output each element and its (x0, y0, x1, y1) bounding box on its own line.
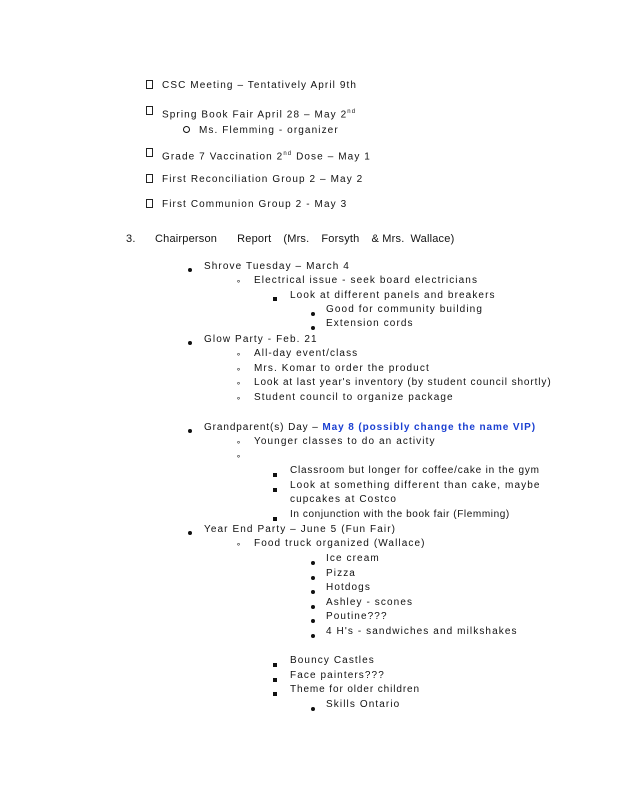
agenda-subitem-flemming: Ms. Flemming - organizer (199, 125, 339, 136)
grand-title-highlight: May 8 (possibly change the name VIP) (322, 422, 536, 433)
food-item: Ice cream (326, 553, 380, 564)
yearend-more-item: Bouncy Castles (290, 655, 375, 666)
glow-item: Look at last year's inventory (by student council shortly) (254, 377, 552, 388)
food-item: Poutine??? (326, 611, 388, 622)
food-item: Ashley - scones (326, 597, 414, 608)
dash-bullet-icon: ∘ (236, 452, 242, 461)
dot-bullet-icon (311, 586, 315, 598)
dot-bullet-icon (311, 630, 315, 642)
yearend-more-item: Theme for older children (290, 684, 420, 695)
theme-item: Skills Ontario (326, 699, 401, 710)
dash-bullet-icon: ∘ (236, 379, 242, 388)
square-bullet-icon (273, 674, 277, 686)
food-item: Pizza (326, 568, 356, 579)
square-bullet-icon (273, 484, 277, 496)
dot-bullet-icon (311, 615, 315, 627)
grand-subitem: Classroom but longer for coffee/cake in the gym (290, 465, 540, 476)
checkbox-bullet-icon (146, 174, 153, 187)
checkbox-bullet-icon (146, 148, 153, 161)
grand-title-text: Grandparent(s) Day – (204, 422, 323, 433)
checkbox-bullet-icon (146, 106, 153, 119)
dot-bullet-icon (311, 572, 315, 584)
shrove-sub: Electrical issue - seek board electricians (254, 275, 479, 286)
grand-subitem: Look at something different than cake, maybe (290, 480, 541, 491)
dash-bullet-icon: ∘ (236, 438, 242, 447)
yearend-sub: Food truck organized (Wallace) (254, 538, 426, 549)
dot-bullet-icon (188, 527, 192, 539)
glow-item: Student council to organize package (254, 392, 454, 403)
section-heading (126, 233, 454, 245)
dot-bullet-icon (188, 264, 192, 276)
dash-bullet-icon: ∘ (236, 394, 242, 403)
superscript: nd (347, 109, 357, 115)
dot-bullet-icon (311, 322, 315, 334)
agenda-item-book-fair: Spring Book Fair April 28 – May 2nd (162, 109, 357, 121)
shrove-sub2: Look at different panels and breakers (290, 290, 496, 301)
heading-word: Report (237, 233, 272, 245)
square-bullet-icon (273, 659, 277, 671)
glow-item: All-day event/class (254, 348, 359, 359)
heading-word: Wallace) (410, 233, 455, 245)
shrove-sub3-item: Good for community building (326, 304, 483, 315)
circle-bullet-icon (183, 125, 190, 137)
grand-subitem-cont: cupcakes at Costco (290, 494, 398, 505)
square-bullet-icon (273, 469, 277, 481)
grand-item: Younger classes to do an activity (254, 436, 436, 447)
yearend-title: Year End Party – June 5 (Fun Fair) (204, 524, 397, 535)
heading-word: Chairperson (155, 233, 218, 245)
glow-title: Glow Party - Feb. 21 (204, 334, 318, 345)
heading-word: & Mrs. (371, 233, 405, 245)
food-item: 4 H's - sandwiches and milkshakes (326, 626, 518, 637)
dash-bullet-icon: ∘ (236, 365, 242, 374)
dot-bullet-icon (311, 308, 315, 320)
square-bullet-icon (273, 293, 277, 305)
dash-bullet-icon: ∘ (236, 540, 242, 549)
dot-bullet-icon (188, 425, 192, 437)
glow-item: Mrs. Komar to order the product (254, 363, 430, 374)
dash-bullet-icon: ∘ (236, 277, 242, 286)
checkbox-bullet-icon (146, 199, 153, 212)
dash-bullet-icon: ∘ (236, 350, 242, 359)
shrove-sub3-item: Extension cords (326, 318, 414, 329)
yearend-more-item: Face painters??? (290, 670, 385, 681)
dot-bullet-icon (188, 337, 192, 349)
dot-bullet-icon (311, 703, 315, 715)
food-item: Hotdogs (326, 582, 371, 593)
agenda-item-csc: CSC Meeting – Tentatively April 9th (162, 80, 358, 91)
shrove-title: Shrove Tuesday – March 4 (204, 261, 350, 272)
superscript: nd (283, 151, 293, 157)
heading-word: Forsyth (321, 233, 360, 245)
checkbox-bullet-icon (146, 80, 153, 93)
square-bullet-icon (273, 688, 277, 700)
agenda-item-communion: First Communion Group 2 - May 3 (162, 199, 348, 210)
agenda-item-vaccination: Grade 7 Vaccination 2nd Dose – May 1 (162, 151, 371, 163)
dot-bullet-icon (311, 557, 315, 569)
dot-bullet-icon (311, 601, 315, 613)
heading-word: (Mrs. (283, 233, 310, 245)
agenda-item-reconciliation: First Reconciliation Group 2 – May 2 (162, 174, 364, 185)
grand-subitem: In conjunction with the book fair (Flemming) (290, 509, 510, 520)
section-number: 3. (126, 233, 136, 245)
grand-title (204, 422, 536, 434)
